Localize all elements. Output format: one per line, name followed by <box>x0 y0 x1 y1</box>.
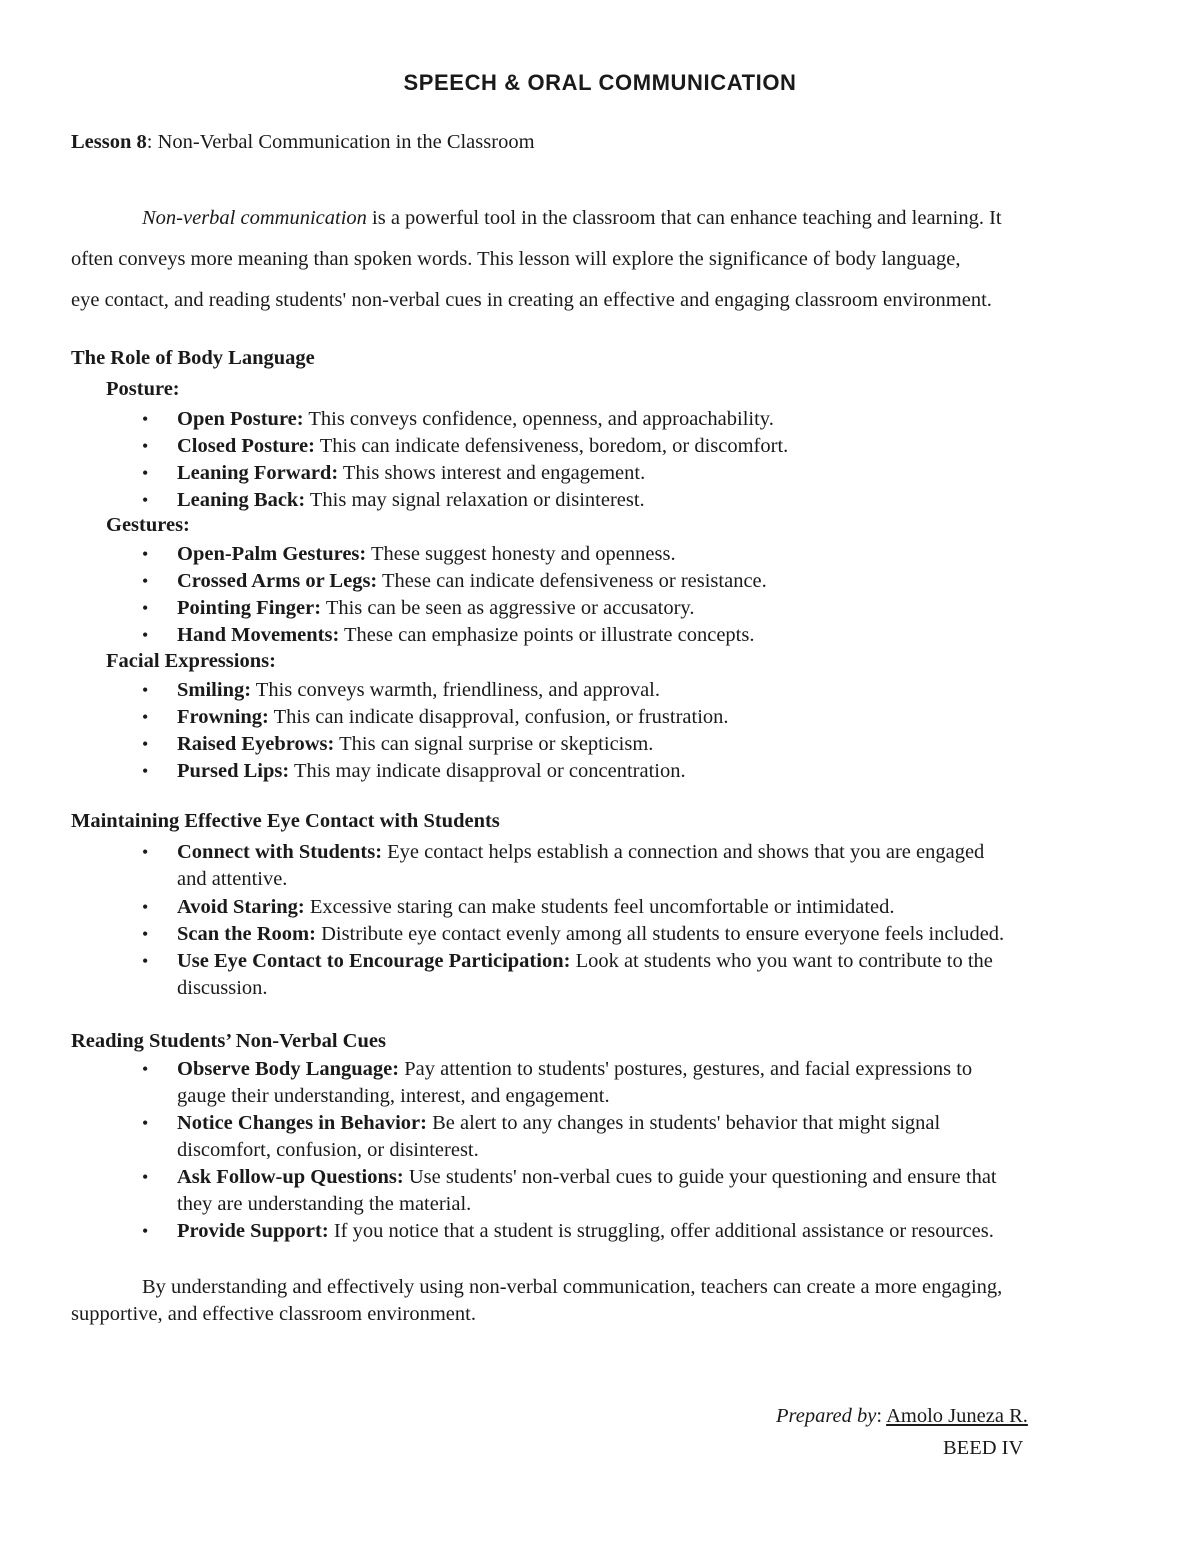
item-term: Ask Follow-up Questions: <box>177 1166 404 1188</box>
item-term: Crossed Arms or Legs: <box>177 570 378 592</box>
item-term: Notice Changes in Behavior: <box>177 1112 427 1134</box>
item-text-continued: and attentive. <box>177 868 288 890</box>
item-term: Pursed Lips: <box>177 760 290 782</box>
item-text: This can be seen as aggressive or accusatory. <box>321 597 695 619</box>
bullet-icon: • <box>142 761 149 781</box>
item-text: Pay attention to students' postures, gestures, and facial expressions to <box>399 1058 973 1080</box>
section-heading-eye-contact: Maintaining Effective Eye Contact with Students <box>71 810 500 832</box>
bullet-icon: • <box>142 680 149 700</box>
author-name: Amolo Juneza R. <box>886 1405 1028 1427</box>
bullet-icon: • <box>142 924 149 944</box>
item-term: Smiling: <box>177 679 252 701</box>
item-text: This can signal surprise or skepticism. <box>334 733 654 755</box>
subheading-gestures: Gestures: <box>106 514 190 536</box>
lesson-label: Lesson 8 <box>71 131 147 153</box>
bullet-icon: • <box>142 436 149 456</box>
bullet-icon: • <box>142 707 149 727</box>
item-text: This conveys confidence, openness, and approachability. <box>303 408 774 430</box>
item-text: Excessive staring can make students feel uncomfortable or intimidated. <box>304 896 895 918</box>
closing-line-2: supportive, and effective classroom environment. <box>71 1303 476 1325</box>
item-text: These suggest honesty and openness. <box>366 543 676 565</box>
section-heading-reading-cues: Reading Students’ Non-Verbal Cues <box>71 1030 386 1052</box>
item-text-continued: discomfort, confusion, or disinterest. <box>177 1139 479 1161</box>
item-term: Provide Support: <box>177 1220 329 1242</box>
item-term: Observe Body Language: <box>177 1058 400 1080</box>
item-term: Pointing Finger: <box>177 597 322 619</box>
bullet-icon: • <box>142 571 149 591</box>
item-text-continued: discussion. <box>177 977 268 999</box>
bullet-icon: • <box>142 1221 149 1241</box>
item-text: Eye contact helps establish a connection and shows that you are engaged <box>382 841 985 863</box>
section-heading-body-language: The Role of Body Language <box>71 347 315 369</box>
item-text: Look at students who you want to contribute to the <box>570 950 993 972</box>
item-text: This may signal relaxation or disinterest. <box>305 489 645 511</box>
item-term: Avoid Staring: <box>177 896 305 918</box>
bullet-icon: • <box>142 409 149 429</box>
bullet-icon: • <box>142 544 149 564</box>
item-text: This may indicate disapproval or concentration. <box>289 760 686 782</box>
prepared-by-line <box>776 1405 1028 1428</box>
lesson-separator: : <box>146 131 158 153</box>
bullet-icon: • <box>142 842 149 862</box>
lesson-line <box>71 131 535 154</box>
item-text: Be alert to any changes in students' behavior that might signal <box>426 1112 941 1134</box>
item-term: Use Eye Contact to Encourage Participation: <box>177 950 571 972</box>
lesson-title: Non-Verbal Communication in the Classroom <box>157 131 535 153</box>
intro-paragraph <box>71 198 1136 321</box>
item-term: Leaning Back: <box>177 489 306 511</box>
item-text: If you notice that a student is struggling, offer additional assistance or resources. <box>328 1220 994 1242</box>
closing-paragraph <box>71 1274 1141 1328</box>
item-text: This conveys warmth, friendliness, and approval. <box>251 679 661 701</box>
item-term: Leaning Forward: <box>177 462 339 484</box>
intro-line-1 <box>71 198 1136 239</box>
item-text: This can indicate defensiveness, boredom, or discomfort. <box>315 435 789 457</box>
bullet-icon: • <box>142 490 149 510</box>
item-term: Raised Eyebrows: <box>177 733 335 755</box>
item-term: Closed Posture: <box>177 435 315 457</box>
document-title: SPEECH & ORAL COMMUNICATION <box>403 70 797 95</box>
intro-line-2: often conveys more meaning than spoken words. This lesson will explore the significance of body language, <box>71 248 961 270</box>
item-text: This can indicate disapproval, confusion, or frustration. <box>268 706 729 728</box>
bullet-icon: • <box>142 1059 149 1079</box>
item-text-continued: they are understanding the material. <box>177 1193 472 1215</box>
item-text: Use students' non-verbal cues to guide your questioning and ensure that <box>403 1166 997 1188</box>
item-term: Open-Palm Gestures: <box>177 543 367 565</box>
item-term: Scan the Room: <box>177 923 316 945</box>
subheading-posture: Posture: <box>106 378 180 400</box>
bullet-icon: • <box>142 1113 149 1133</box>
intro-line-1-text: is a powerful tool in the classroom that can enhance teaching and learning. It <box>366 207 1002 229</box>
item-text: This shows interest and engagement. <box>338 462 646 484</box>
item-term: Hand Movements: <box>177 624 340 646</box>
item-text: Distribute eye contact evenly among all students to ensure everyone feels included. <box>315 923 1005 945</box>
item-text: These can emphasize points or illustrate concepts. <box>339 624 755 646</box>
item-term: Connect with Students: <box>177 841 383 863</box>
bullet-icon: • <box>142 897 149 917</box>
item-text-continued: gauge their understanding, interest, and engagement. <box>177 1085 610 1107</box>
prepared-by-separator: : <box>876 1405 887 1427</box>
author-course: BEED IV <box>943 1437 1024 1459</box>
closing-line-1: By understanding and effectively using non-verbal communication, teachers can create a more engaging, <box>142 1276 1003 1298</box>
intro-term: Non-verbal communication <box>142 207 367 229</box>
item-text: These can indicate defensiveness or resistance. <box>377 570 767 592</box>
bullet-icon: • <box>142 463 149 483</box>
bullet-icon: • <box>142 1167 149 1187</box>
prepared-by-label: Prepared by <box>776 1405 877 1427</box>
subheading-facial-expressions: Facial Expressions: <box>106 650 276 672</box>
bullet-icon: • <box>142 951 149 971</box>
item-term: Frowning: <box>177 706 269 728</box>
bullet-icon: • <box>142 734 149 754</box>
bullet-icon: • <box>142 625 149 645</box>
intro-line-3: eye contact, and reading students' non-verbal cues in creating an effective and engaging classroom environment. <box>71 289 992 311</box>
item-term: Open Posture: <box>177 408 304 430</box>
bullet-icon: • <box>142 598 149 618</box>
